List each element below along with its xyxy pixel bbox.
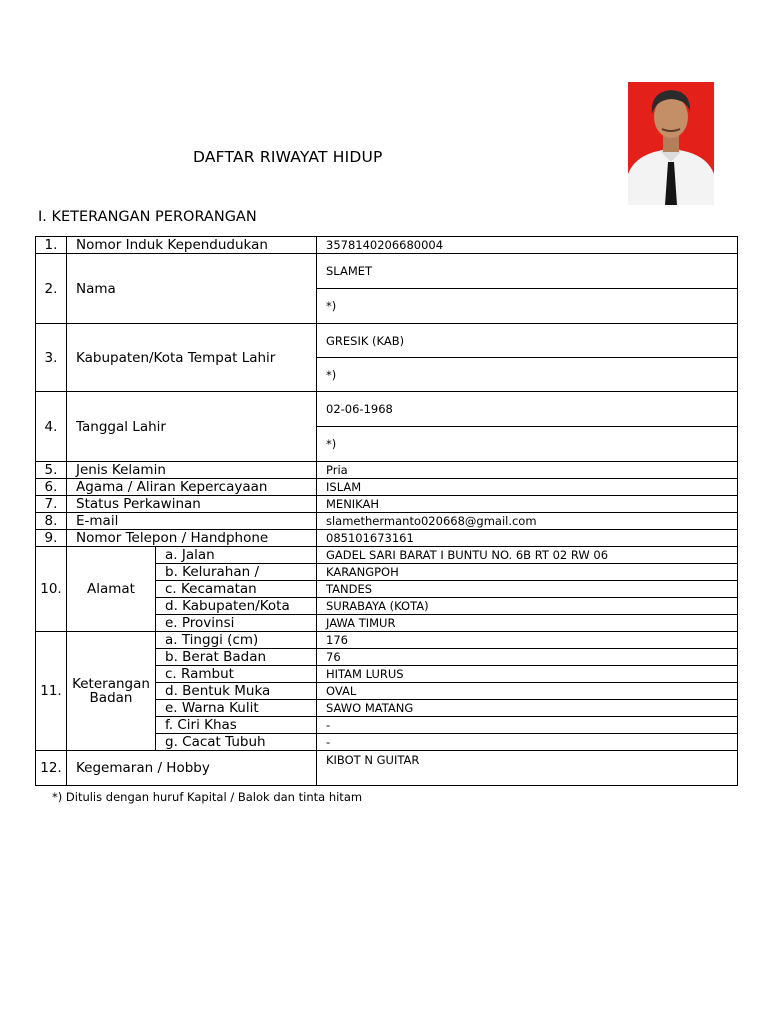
field-label-tempat-lahir: Kabupaten/Kota Tempat Lahir: [67, 324, 317, 392]
table-row: [36, 462, 738, 479]
field-label-telepon: Nomor Telepon / Handphone: [67, 530, 317, 547]
row-number: 1.: [36, 237, 67, 254]
table-row: [36, 479, 738, 496]
field-value-status: MENIKAH: [317, 496, 738, 513]
field-label-status: Status Perkawinan: [67, 496, 317, 513]
sub-label: a. Jalan: [156, 547, 317, 564]
sub-label: e. Warna Kulit: [156, 700, 317, 717]
field-label-nama: Nama: [67, 254, 317, 324]
section-title: I. KETERANGAN PERORANGAN: [38, 209, 257, 225]
sub-label: b. Berat Badan: [156, 649, 317, 666]
row-number: 4.: [36, 392, 67, 462]
field-label-alamat: Alamat: [67, 547, 156, 632]
row-number: 2.: [36, 254, 67, 324]
field-value-hobby: KIBOT N GUITAR: [317, 751, 738, 786]
table-row: [36, 324, 738, 358]
field-note-tanggal-lahir: *): [317, 427, 738, 462]
sub-label: d. Bentuk Muka: [156, 683, 317, 700]
sub-label: g. Cacat Tubuh: [156, 734, 317, 751]
sub-value: GADEL SARI BARAT I BUNTU NO. 6B RT 02 RW 06: [317, 547, 738, 564]
sub-value: OVAL: [317, 683, 738, 700]
sub-label: c. Rambut: [156, 666, 317, 683]
table-row: [36, 237, 738, 254]
field-note-nama: *): [317, 289, 738, 324]
sub-value: JAWA TIMUR: [317, 615, 738, 632]
table-row: [36, 547, 738, 564]
sub-label: c. Kecamatan: [156, 581, 317, 598]
row-number: 9.: [36, 530, 67, 547]
field-value-tanggal-lahir: 02-06-1968: [317, 392, 738, 427]
row-number: 7.: [36, 496, 67, 513]
table-row: [36, 751, 738, 786]
field-label-email: E-mail: [67, 513, 317, 530]
sub-label: b. Kelurahan /: [156, 564, 317, 581]
biodata-table: [35, 236, 738, 786]
row-number: 12.: [36, 751, 67, 786]
table-row: [36, 392, 738, 427]
sub-value: TANDES: [317, 581, 738, 598]
sub-label: f. Ciri Khas: [156, 717, 317, 734]
footnote: *) Ditulis dengan huruf Kapital / Balok dan tinta hitam: [52, 790, 363, 804]
sub-value: 176: [317, 632, 738, 649]
row-number: 6.: [36, 479, 67, 496]
sub-value: 76: [317, 649, 738, 666]
profile-photo: [628, 82, 714, 205]
field-value-email: slamethermanto020668@gmail.com: [317, 513, 738, 530]
sub-value: KARANGPOH: [317, 564, 738, 581]
table-row: [36, 513, 738, 530]
sub-value: HITAM LURUS: [317, 666, 738, 683]
field-label-jenis-kelamin: Jenis Kelamin: [67, 462, 317, 479]
sub-label: a. Tinggi (cm): [156, 632, 317, 649]
field-value-tempat-lahir: GRESIK (KAB): [317, 324, 738, 358]
table-row: [36, 632, 738, 649]
field-label-agama: Agama / Aliran Kepercayaan: [67, 479, 317, 496]
field-label-tanggal-lahir: Tanggal Lahir: [67, 392, 317, 462]
field-label-hobby: Kegemaran / Hobby: [67, 751, 317, 786]
row-number: 10.: [36, 547, 67, 632]
page-title: DAFTAR RIWAYAT HIDUP: [193, 148, 383, 166]
table-row: [36, 254, 738, 289]
field-label-badan: Keterangan Badan: [67, 632, 156, 751]
sub-value: -: [317, 717, 738, 734]
table-row: [36, 496, 738, 513]
sub-value: SAWO MATANG: [317, 700, 738, 717]
field-note-tempat-lahir: *): [317, 358, 738, 392]
field-value-agama: ISLAM: [317, 479, 738, 496]
sub-label: d. Kabupaten/Kota: [156, 598, 317, 615]
field-value-nama: SLAMET: [317, 254, 738, 289]
field-value-nik: 3578140206680004: [317, 237, 738, 254]
sub-label: e. Provinsi: [156, 615, 317, 632]
sub-value: -: [317, 734, 738, 751]
row-number: 5.: [36, 462, 67, 479]
row-number: 3.: [36, 324, 67, 392]
field-label-nik: Nomor Induk Kependudukan: [67, 237, 317, 254]
field-value-jenis-kelamin: Pria: [317, 462, 738, 479]
table-row: [36, 530, 738, 547]
row-number: 8.: [36, 513, 67, 530]
row-number: 11.: [36, 632, 67, 751]
field-value-telepon: 085101673161: [317, 530, 738, 547]
sub-value: SURABAYA (KOTA): [317, 598, 738, 615]
